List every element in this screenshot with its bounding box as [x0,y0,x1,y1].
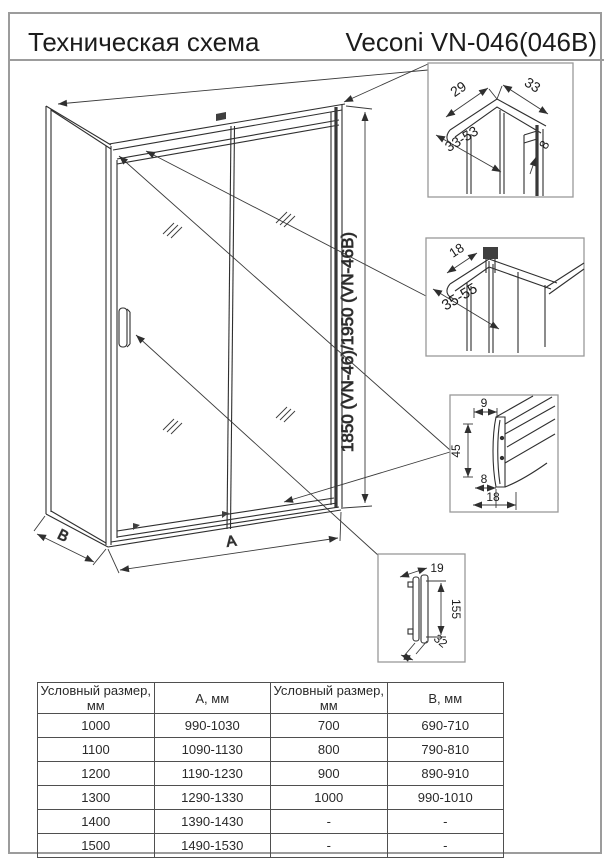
table-cell: 1500 [38,834,155,858]
table-cell: 900 [271,762,388,786]
table-header-row [38,683,504,714]
table-row [38,834,504,858]
table-header-a: А, мм [154,683,271,714]
detail1-dim-8: 8 [535,137,553,152]
door-handle [119,308,130,347]
detail3-dim-8: 8 [480,472,488,486]
table-cell: 790-810 [387,738,504,762]
table-cell: 1090-1130 [154,738,271,762]
table-row [38,786,504,810]
table-cell: - [387,810,504,834]
table-cell: 1100 [38,738,155,762]
detail3-dim-9: 9 [480,396,488,410]
detail-handle [378,554,465,662]
size-table [37,682,504,858]
table-cell: 1400 [38,810,155,834]
detail4-dim-155: 155 [449,598,463,620]
table-cell: 1300 [38,786,155,810]
table-cell: 990-1010 [387,786,504,810]
table-cell: 1490-1530 [154,834,271,858]
detail1-dim-33-53: 33-53 [441,122,481,155]
table-row [38,738,504,762]
depth-dimension-label: B [54,526,72,546]
table-cell: 700 [271,714,388,738]
table-cell: - [387,834,504,858]
page-title: Техническая схема [28,27,260,57]
detail3-dim-18: 18 [486,490,500,504]
table-header-nominal-a: Условный размер, мм [38,683,155,714]
table-cell: 1390-1430 [154,810,271,834]
table-cell: 1190-1230 [154,762,271,786]
table-header-nominal-b: Условный размер, мм [271,683,388,714]
table-cell: 800 [271,738,388,762]
detail1-dim-33: 33 [521,73,544,96]
front-frame [106,104,345,547]
height-dimension [338,106,372,508]
detail4-dim-32: 32 [430,631,451,651]
table-cell: - [271,810,388,834]
detail-wall-profile-top [428,63,573,197]
table-row [38,714,504,738]
table-cell: 1290-1330 [154,786,271,810]
detail1-dim-29: 29 [447,77,470,100]
table-cell: 1200 [38,762,155,786]
table-header-b: В, мм [387,683,504,714]
table-row [38,810,504,834]
table-row [38,762,504,786]
detail-seal-profile [449,395,558,512]
table-cell: 1000 [271,786,388,810]
table-cell: 1000 [38,714,155,738]
width-dimension [108,512,341,573]
model-title: Veconi VN-046(046B) [345,27,597,57]
table-cell: - [271,834,388,858]
width-dimension-label: A [225,532,238,551]
side-panel [46,106,111,547]
detail4-dim-19: 19 [430,561,444,575]
height-dimension-label: 1850 (VN-46)/1950 (VN-46B) [338,231,357,453]
detail-wall-profile-mid [426,238,584,356]
detail2-dim-35-55: 35-55 [438,279,481,315]
detail3-dim-45: 45 [449,444,463,458]
table-cell: 690-710 [387,714,504,738]
roller-mark [133,523,140,530]
detail2-dim-18: 18 [446,239,467,261]
table-cell: 990-1030 [154,714,271,738]
top-guide-mark [216,112,226,121]
table-cell: 890-910 [387,762,504,786]
